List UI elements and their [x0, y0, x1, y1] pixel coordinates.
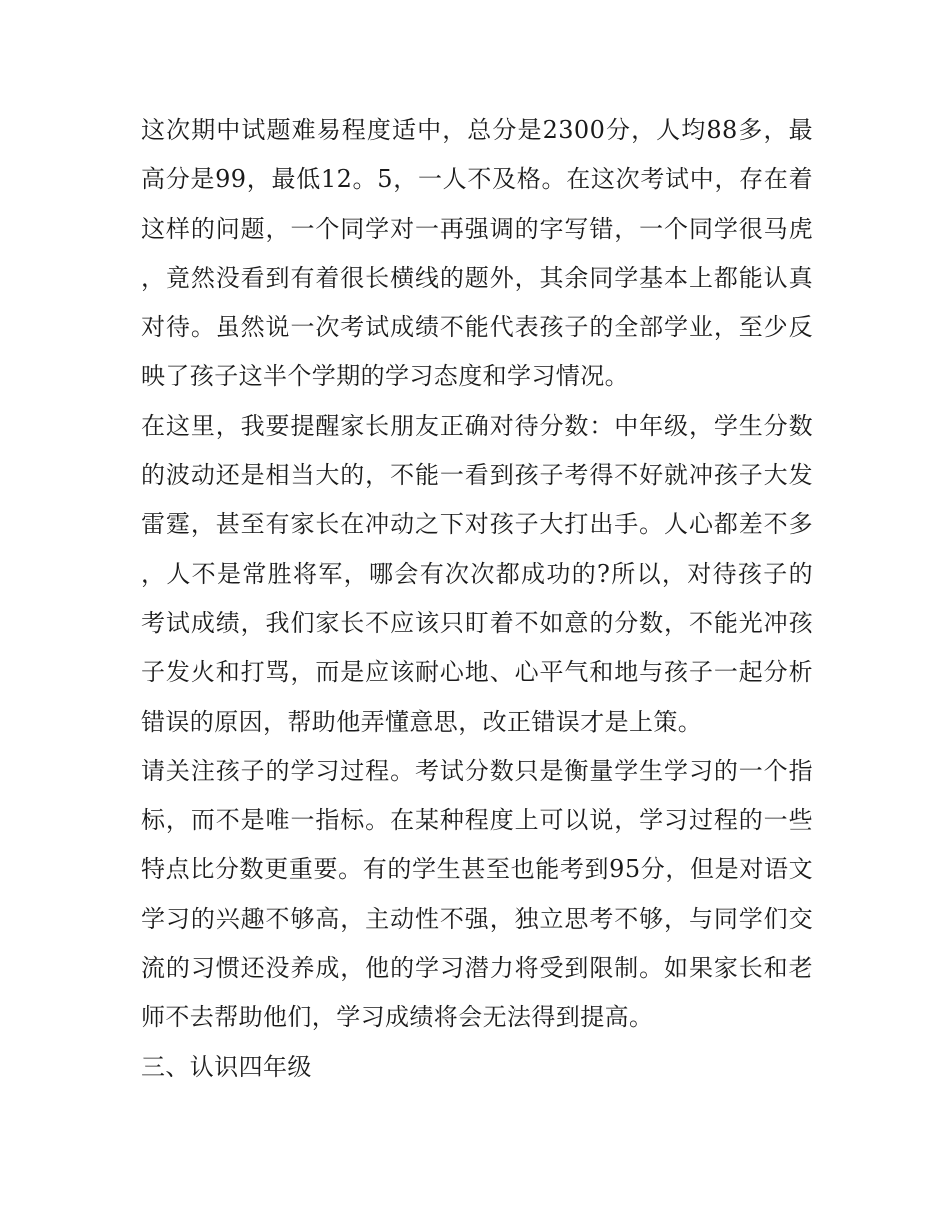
paragraph-treat-scores: 在这里，我要提醒家长朋友正确对待分数：中年级，学生分数的波动还是相当大的，不能一看到孩子考得不好就冲孩子大发雷霆，甚至有家长在冲动之下对孩子大打出手。人心都差不多，人不是常胜将军，哪会有次次都成功的?所以，对待孩子的考试成绩，我们家长不应该只盯着不如意的分数，不能光冲孩子发火和打骂，而是应该耐心地、心平气和地与孩子一起分析错误的原因，帮助他弄懂意思，改正错误才是上策。 — [141, 411, 813, 736]
section-heading: 三、认识四年级 — [141, 1052, 312, 1081]
paragraph-learning-process: 请关注孩子的学习过程。考试分数只是衡量学生学习的一个指标，而不是唯一指标。在某种程度上可以说，学习过程的一些特点比分数更重要。有的学生甚至也能考到95分，但是对语文学习的兴趣不够高，主动性不强，独立思考不够，与同学们交流的习惯还没养成，他的学习潜力将受到限制。如果家长和老师不去帮助他们，学习成绩将会无法得到提高。 — [141, 756, 813, 1032]
paragraph-exam-summary: 这次期中试题难易程度适中，总分是2300分，人均88多，最高分是99，最低12。5，一人不及格。在这次考试中，存在着这样的问题，一个同学对一再强调的字写错，一个同学很马虎，竟然没看到有着很长横线的题外，其余同学基本上都能认真对待。虽然说一次考试成绩不能代表孩子的全部学业，至少反映了孩子这半个学期的学习态度和学习情况。 — [141, 116, 813, 391]
document-body — [141, 106, 813, 1092]
